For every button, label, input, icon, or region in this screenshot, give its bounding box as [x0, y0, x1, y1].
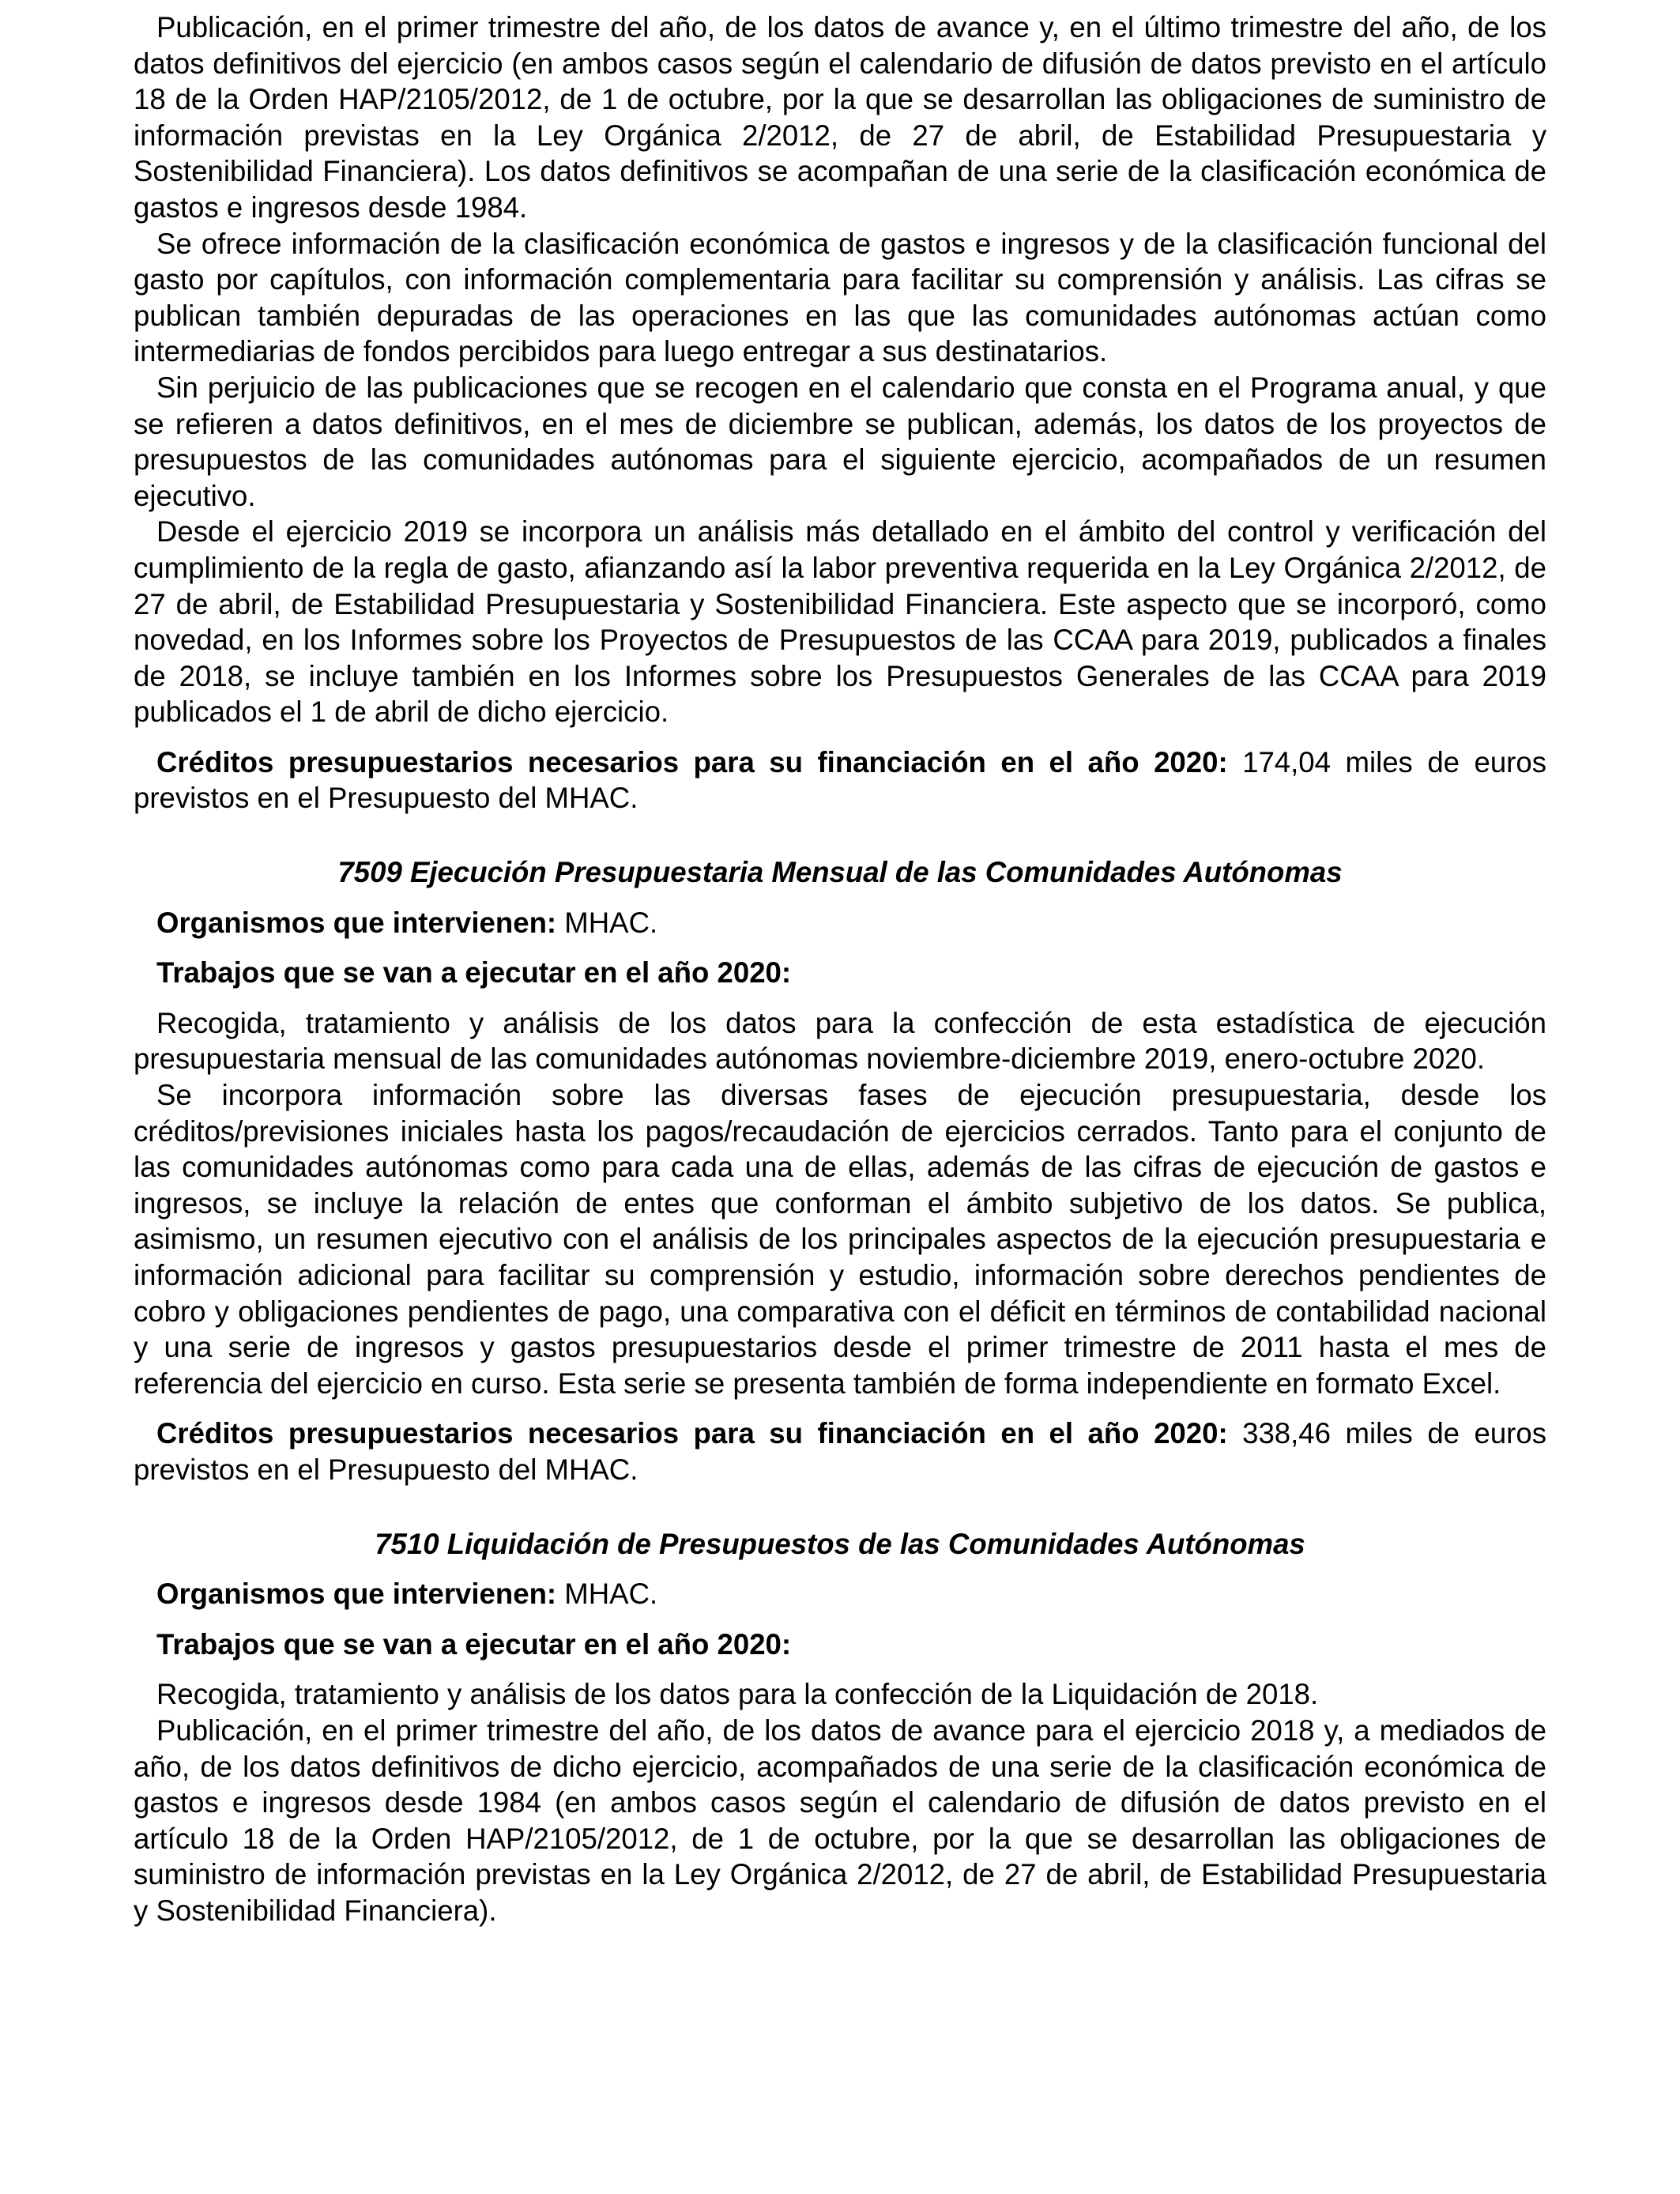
paragraph: Recogida, tratamiento y análisis de los datos para la confección de la Liquidación de 2018. [156, 1678, 1319, 1711]
organismos-label: Organismos que intervienen: [156, 1578, 557, 1611]
organismos-line [134, 1576, 1546, 1612]
section-heading-7510: 7510 Liquidación de Presupuestos de las Comunidades Autónomas [375, 1527, 1305, 1560]
credit-text: 174,04 miles de euros previstos en el Presupuesto del MHAC. [134, 745, 1546, 815]
trabajos-label: Trabajos que se van a ejecutar en el año 2020: [156, 956, 792, 990]
document-page [134, 9, 1546, 1929]
paragraph: Se ofrece información de la clasificación económica de gastos e ingresos y de la clasificación funcional del gasto por capítulos, con información complementaria para facilitar su comprensión y análisis. Las cifras se publican también depuradas de las operaciones en las que las comunidades autónomas actúan como intermediarias de fondos percibidos para luego entregar a sus destinatarios. [134, 227, 1546, 368]
paragraph: Recogida, tratamiento y análisis de los datos para la confección de esta estadística de ejecución presupuestaria mensual de las comunidades autónomas noviembre-diciembre 2019, enero-octubre 2020. [134, 1006, 1546, 1076]
credit-paragraph [134, 745, 1546, 816]
section-heading-7509: 7509 Ejecución Presupuestaria Mensual de las Comunidades Autónomas [337, 856, 1343, 889]
organismos-value: MHAC. [556, 1578, 658, 1611]
organismos-value: MHAC. [556, 906, 658, 939]
organismos-label: Organismos que intervienen: [156, 906, 557, 939]
organismos-line [134, 905, 1546, 941]
paragraph: Sin perjuicio de las publicaciones que se recogen en el calendario que consta en el Programa anual, y que se refieren a datos definitivos, en el mes de diciembre se publican, además, los datos de los proyectos de presupuestos de las comunidades autónomas para el siguiente ejercicio, acompañados de un resumen ejecutivo. [134, 371, 1546, 512]
credit-label: Créditos presupuestarios necesarios para su financiación en el año 2020: [156, 1417, 1228, 1450]
paragraph: Se incorpora información sobre las diversas fases de ejecución presupuestaria, desde los créditos/previsiones iniciales hasta los pagos/recaudación de ejercicios cerrados. Tanto para el conjunto de las comunidades autónomas como para cada una de ellas, además de las cifras de ejecución de gastos e ingresos, se incluye la relación de entes que conforman el ámbito subjetivo de los datos. Se publica, asimismo, un resumen ejecutivo con el análisis de los principales aspectos de la ejecución presupuestaria e información adicional para facilitar su comprensión y estudio, información sobre derechos pendientes de cobro y obligaciones pendientes de pago, una comparativa con el déficit en términos de contabilidad nacional y una serie de ingresos y gastos presupuestarios desde el primer trimestre de 2011 hasta el mes de referencia del ejercicio en curso. Esta serie se presenta también de forma independiente en formato Excel. [134, 1079, 1546, 1400]
credit-text: 338,46 miles de euros previstos en el Presupuesto del MHAC. [134, 1417, 1546, 1486]
credit-label: Créditos presupuestarios necesarios para su financiación en el año 2020: [156, 745, 1228, 778]
paragraph: Publicación, en el primer trimestre del año, de los datos de avance para el ejercicio 2018 y, a mediados de año, de los datos definitivos de dicho ejercicio, acompañados de una serie de la clasificación económica de gastos e ingresos desde 1984 (en ambos casos según el calendario de difusión de datos previsto en el artículo 18 de la Orden HAP/2105/2012, de 1 de octubre, por la que se desarrollan las obligaciones de suministro de información previstas en la Ley Orgánica 2/2012, de 27 de abril, de Estabilidad Presupuestaria y Sostenibilidad Financiera). [134, 1713, 1546, 1927]
paragraph: Desde el ejercicio 2019 se incorpora un análisis más detallado en el ámbito del control y verificación del cumplimiento de la regla de gasto, afianzando así la labor preventiva requerida en la Ley Orgánica 2/2012, de 27 de abril, de Estabilidad Presupuestaria y Sostenibilidad Financiera. Este aspecto que se incorporó, como novedad, en los Informes sobre los Proyectos de Presupuestos de las CCAA para 2019, publicados a finales de 2018, se incluye también en los Informes sobre los Presupuestos Generales de las CCAA para 2019 publicados el 1 de abril de dicho ejercicio. [134, 515, 1546, 729]
paragraph: Publicación, en el primer trimestre del año, de los datos de avance y, en el último trimestre del año, de los datos definitivos del ejercicio (en ambos casos según el calendario de difusión de datos previsto en el artículo 18 de la Orden HAP/2105/2012, de 1 de octubre, por la que se desarrollan las obligaciones de suministro de información previstas en la Ley Orgánica 2/2012, de 27 de abril, de Estabilidad Presupuestaria y Sostenibilidad Financiera). Los datos definitivos se acompañan de una serie de la clasificación económica de gastos e ingresos desde 1984. [134, 11, 1546, 224]
credit-paragraph [134, 1416, 1546, 1487]
trabajos-label: Trabajos que se van a ejecutar en el año 2020: [156, 1627, 792, 1661]
